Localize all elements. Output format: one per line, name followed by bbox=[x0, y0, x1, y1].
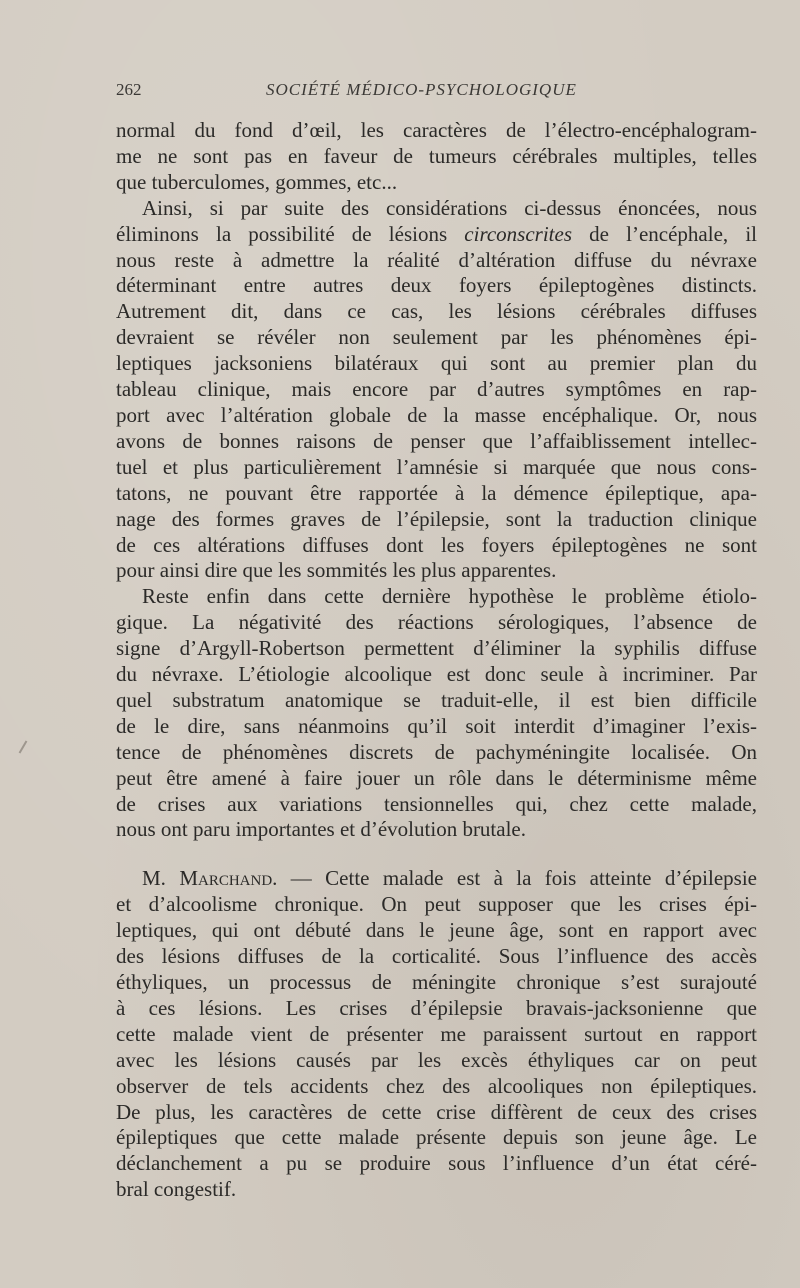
text-line: de ces altérations diffuses dont les foyers épileptogènes ne sont bbox=[116, 532, 757, 557]
text-line: Ainsi, si par suite des considérations ci-dessus énoncées, nous bbox=[142, 195, 757, 220]
page-number: 262 bbox=[116, 80, 142, 99]
text-line: tableau clinique, mais encore par d’autres symptômes en rap- bbox=[116, 377, 757, 402]
text-line: pour ainsi dire que les sommités les plus apparentes. bbox=[116, 558, 557, 583]
text-line: observer de tels accidents chez des alcooliques non épileptiques. bbox=[116, 1073, 757, 1098]
speaker-name: Marchand bbox=[179, 866, 273, 891]
text-line: tence de phénomènes discrets de pachyméningite localisée. On bbox=[116, 739, 757, 764]
text-line: normal du fond d’œil, les caractères de l’électro-encéphalogram- bbox=[116, 118, 757, 142]
text-line: de le dire, sans néanmoins qu’il soit interdit d’imaginer l’exis- bbox=[116, 713, 757, 738]
body-text bbox=[116, 118, 757, 1203]
text-line: me ne sont pas en faveur de tumeurs cérébrales multiples, telles bbox=[116, 143, 757, 168]
text-line: Autrement dit, dans ce cas, les lésions cérébrales diffuses bbox=[116, 299, 757, 324]
text-line: cette malade vient de présenter me paraissent surtout en rapport bbox=[116, 1021, 757, 1046]
journal-title: SOCIÉTÉ MÉDICO-PSYCHOLOGIQUE bbox=[266, 80, 577, 99]
text-line: de crises aux variations tensionnelles qui, chez cette malade, bbox=[116, 791, 757, 816]
text-line: à ces lésions. Les crises d’épilepsie bravais-jacksonienne que bbox=[116, 995, 757, 1020]
text-line: nage des formes graves de l’épilepsie, sont la traduction clinique bbox=[116, 506, 757, 531]
text-line: tatons, ne pouvant être rapportée à la démence épileptique, apa- bbox=[116, 480, 757, 505]
text-line: M. Marchand. — Cette malade est à la fois atteinte d’épilepsie bbox=[142, 866, 757, 891]
text-line: gique. La négativité des réactions sérologiques, l’absence de bbox=[116, 610, 757, 635]
text-line: des lésions diffuses de la corticalité. Sous l’influence des accès bbox=[116, 944, 757, 969]
margin-pencil-mark bbox=[19, 740, 28, 753]
text-line: Reste enfin dans cette dernière hypothèse le problème étiolo- bbox=[142, 584, 757, 609]
text-line: leptiques jacksoniens bilatéraux qui sont au premier plan du bbox=[116, 351, 757, 376]
text-line: leptiques, qui ont débuté dans le jeune âge, sont en rapport avec bbox=[116, 918, 757, 943]
text-line: et d’alcoolisme chronique. On peut supposer que les crises épi- bbox=[116, 892, 757, 917]
text-line: déterminant entre autres deux foyers épileptogènes distincts. bbox=[116, 273, 757, 298]
paragraph-reste bbox=[116, 584, 757, 843]
text-line: peut être amené à faire jouer un rôle dans le déterminisme même bbox=[116, 765, 757, 790]
text-line: nous ont paru importantes et d’évolution brutale. bbox=[116, 817, 526, 842]
text-line: quel substratum anatomique se traduit-elle, il est bien difficile bbox=[116, 687, 757, 712]
text-line: devraient se révéler non seulement par les phénomènes épi- bbox=[116, 325, 757, 350]
text-line: signe d’Argyll-Robertson permettent d’éliminer la syphilis diffuse bbox=[116, 636, 757, 661]
text-line: nous reste à admettre la réalité d’altération diffuse du névraxe bbox=[116, 247, 757, 272]
paragraph-gap bbox=[116, 843, 757, 866]
text-line: éthyliques, un processus de méningite chronique s’est surajouté bbox=[116, 970, 757, 994]
text-line: déclanchement a pu se produire sous l’influence d’un état céré- bbox=[116, 1151, 757, 1176]
text-line: De plus, les caractères de cette crise diffèrent de ceux des crises bbox=[116, 1099, 757, 1124]
text-line: que tuberculomes, gommes, etc... bbox=[116, 169, 398, 194]
text-line: éliminons la possibilité de lésions circonscrites de l’encéphale, il bbox=[116, 221, 757, 246]
running-head bbox=[116, 80, 756, 104]
text-line: avons de bonnes raisons de penser que l’affaiblissement intellec- bbox=[116, 428, 757, 453]
paragraph-marchand bbox=[116, 866, 757, 1203]
text-line: port avec l’altération globale de la masse encéphalique. Or, nous bbox=[116, 402, 757, 427]
text-line: du névraxe. L’étiologie alcoolique est donc seule à incriminer. Par bbox=[116, 662, 757, 687]
paragraph-continuation bbox=[116, 118, 757, 196]
text-line: tuel et plus particulièrement l’amnésie si marquée que nous cons- bbox=[116, 454, 757, 479]
text-line: avec les lésions causés par les excès éthyliques car on peut bbox=[116, 1047, 757, 1072]
text-line: bral congestif. bbox=[116, 1177, 237, 1202]
emphasis-term: circonscrites bbox=[464, 221, 572, 246]
paragraph-ainsi bbox=[116, 196, 757, 585]
text-line: épileptiques que cette malade présente depuis son jeune âge. Le bbox=[116, 1125, 757, 1150]
